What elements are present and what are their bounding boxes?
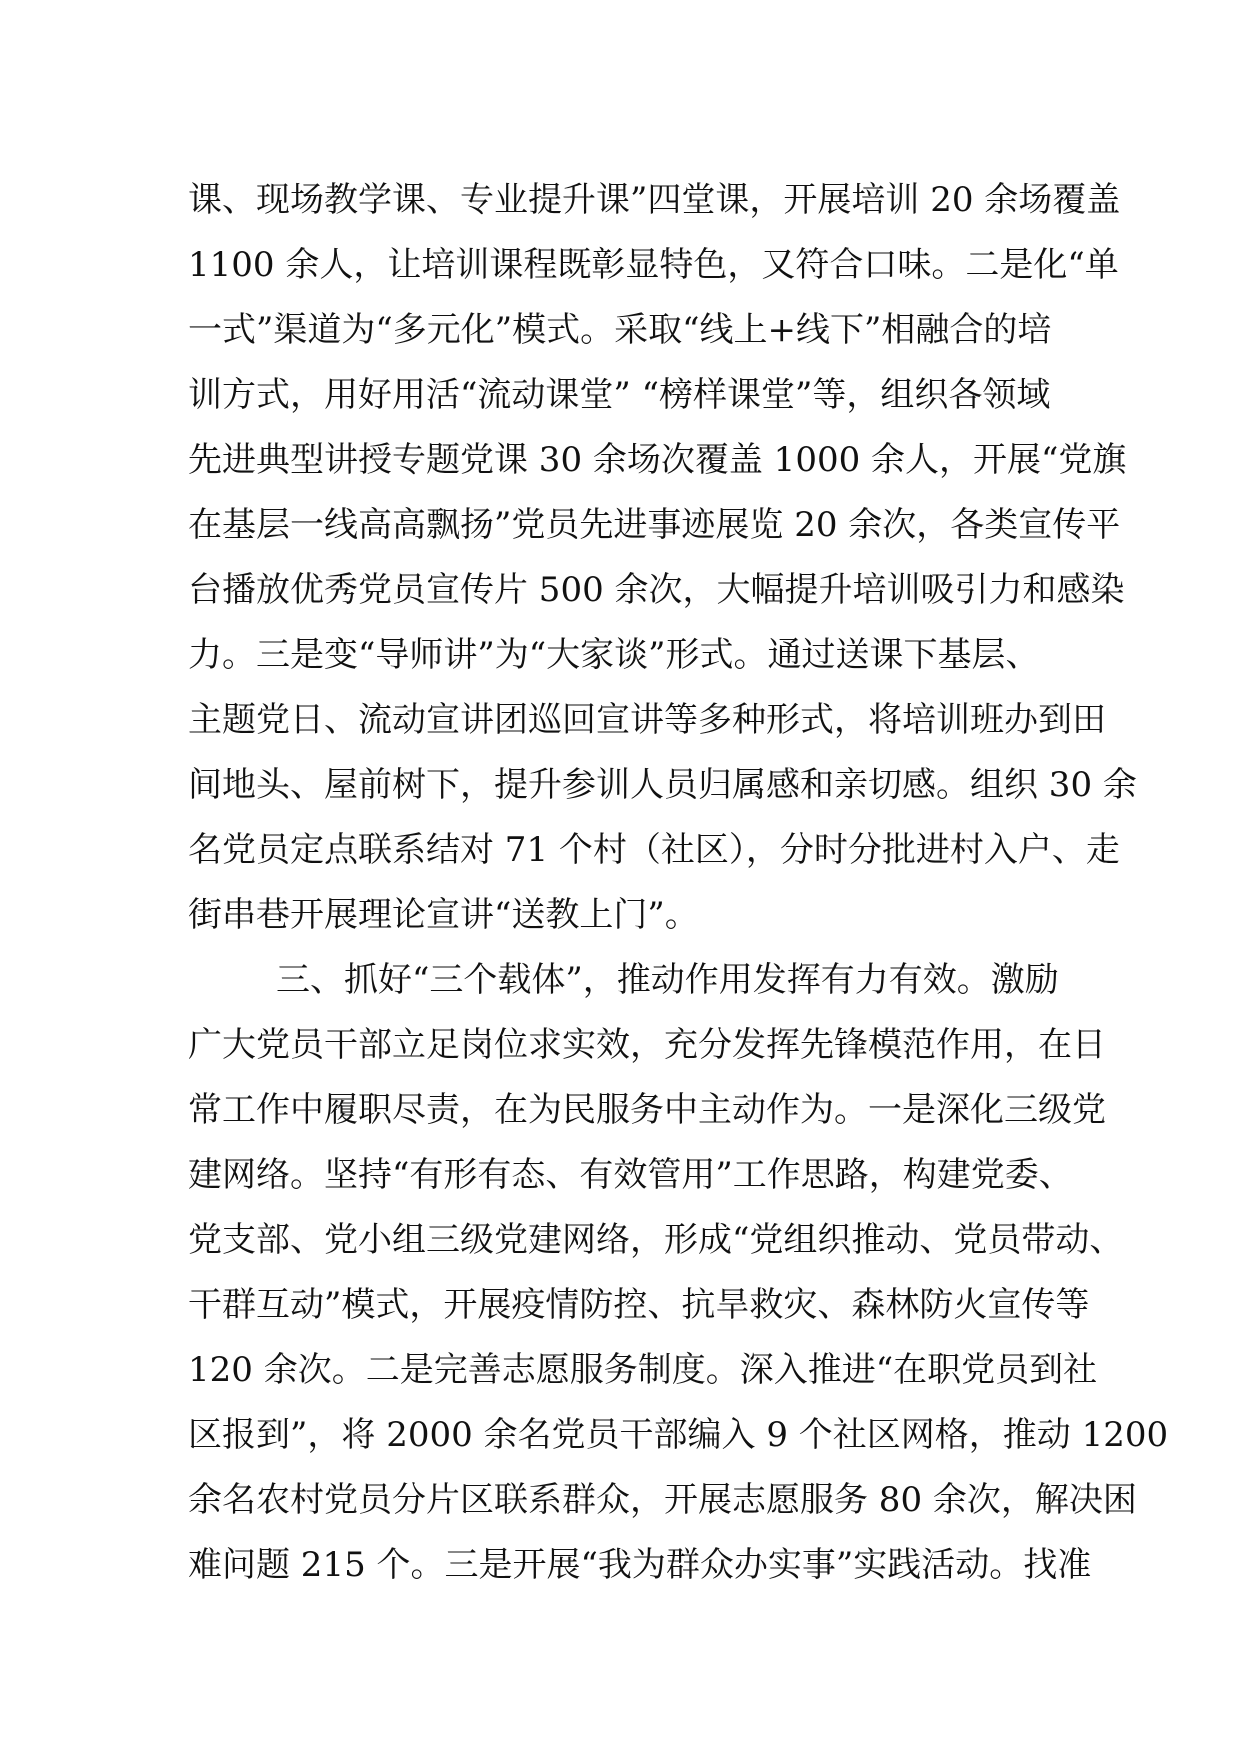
text-line: 党支部、党小组三级党建网络，形成“党组织推动、党员带动、	[188, 1220, 1124, 1260]
text-line: 一式”渠道为“多元化”模式。采取“线上+线下”相融合的培	[188, 310, 1052, 350]
text-line: 区报到”，将 2000 余名党员干部编入 9 个社区网格，推动 1200	[188, 1415, 1169, 1455]
section-heading-line: 三、抓好“三个载体”，推动作用发挥有力有效。激励	[276, 960, 1059, 1000]
text-line: 在基层一线高高飘扬”党员先进事迹展览 20 余次，各类宣传平	[188, 505, 1121, 545]
text-line: 1100 余人，让培训课程既彰显特色，又符合口味。二是化“单	[188, 245, 1119, 285]
text-line: 余名农村党员分片区联系群众，开展志愿服务 80 余次，解决困	[188, 1480, 1137, 1520]
text-line: 120 余次。二是完善志愿服务制度。深入推进“在职党员到社	[188, 1350, 1098, 1390]
text-line: 街串巷开展理论宣讲“送教上门”。	[188, 895, 699, 935]
text-line: 间地头、屋前树下，提升参训人员归属感和亲切感。组织 30 余	[188, 765, 1137, 805]
text-line: 建网络。坚持“有形有态、有效管用”工作思路，构建党委、	[188, 1155, 1073, 1195]
text-line: 课、现场教学课、专业提升课”四堂课，开展培训 20 余场覆盖	[188, 180, 1121, 220]
text-line: 常工作中履职尽责，在为民服务中主动作为。一是深化三级党	[188, 1090, 1106, 1130]
text-line: 训方式，用好用活“流动课堂” “榜样课堂”等，组织各领域	[188, 375, 1051, 415]
text-line: 台播放优秀党员宣传片 500 余次，大幅提升培训吸引力和感染	[188, 570, 1125, 610]
text-line: 先进典型讲授专题党课 30 余场次覆盖 1000 余人，开展“党旗	[188, 440, 1127, 480]
text-line: 难问题 215 个。三是开展“我为群众办实事”实践活动。找准	[188, 1545, 1092, 1585]
text-line: 干群互动”模式，开展疫情防控、抗旱救灾、森林防火宣传等	[188, 1285, 1090, 1325]
text-line: 力。三是变“导师讲”为“大家谈”形式。通过送课下基层、	[188, 635, 1040, 675]
text-line: 名党员定点联系结对 71 个村（社区），分时分批进村入户、走	[188, 830, 1120, 870]
text-line: 广大党员干部立足岗位求实效，充分发挥先锋模范作用，在日	[188, 1025, 1106, 1065]
text-line: 主题党日、流动宣讲团巡回宣讲等多种形式，将培训班办到田	[188, 700, 1106, 740]
body-text	[188, 168, 1169, 1598]
